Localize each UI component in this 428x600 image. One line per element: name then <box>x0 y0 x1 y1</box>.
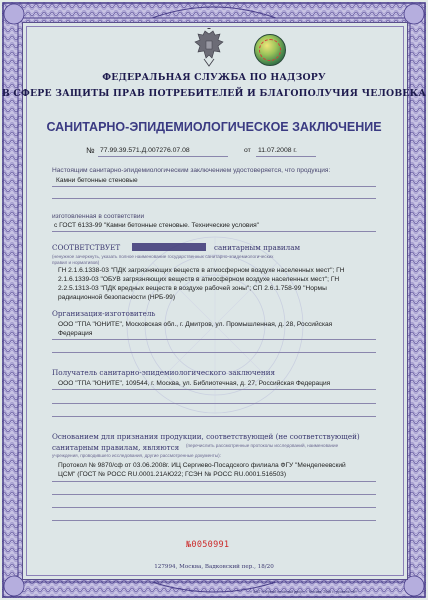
basis-blank-line-3 <box>52 520 376 521</box>
basis-value-line2: ЦСМ" (ГОСТ № РОСС RU.0001.21АЮ22; ГСЭН № РОСС RU.0001.516503) <box>58 471 287 478</box>
footer-address: 127994, Москва, Вадковский пер., 18/20 <box>154 564 274 570</box>
basis-underline <box>52 481 376 482</box>
strikethrough-not-conforms <box>132 243 206 251</box>
conforms-label: СООТВЕТСТВУЕТ <box>52 243 121 252</box>
product-line2 <box>52 198 376 199</box>
recipient-blank-line-2 <box>52 416 376 417</box>
recipient-value: ООО "ТПА "ЮНИТЕ", 109544, г. Москва, ул. Библиотечная, д. 27, Российская Федерация <box>58 380 331 387</box>
manufacturer-underline <box>52 339 376 340</box>
agency-name-line1: ФЕДЕРАЛЬНАЯ СЛУЖБА ПО НАДЗОРУ <box>102 72 326 83</box>
serial-number: №0050991 <box>186 540 230 550</box>
hologram-ring <box>259 39 281 61</box>
document-title: САНИТАРНО-ЭПИДЕМИОЛОГИЧЕСКОЕ ЗАКЛЮЧЕНИЕ <box>46 120 382 134</box>
printer-imprint: « ЗАО «Первый печатный двор», г. Москва, 2008 г., уровень «В» <box>250 590 358 594</box>
basis-hint-line1: (перечислить рассмотренные протоколы исследований, наименование <box>186 443 339 448</box>
manufacturer-line2: Федерация <box>58 330 93 337</box>
basis-blank-line-2 <box>52 507 376 508</box>
number-underline <box>98 156 228 157</box>
document-date: 11.07.2008 г. <box>258 147 297 154</box>
document-number: 77.99.39.571.Д.007276.07.08 <box>100 147 190 154</box>
number-label: № <box>86 146 95 155</box>
date-underline <box>256 156 316 157</box>
rules-line3: 2.2.5.1313-03 "ПДК вредных веществ в воздухе рабочей зоны"; СП 2.6.1.758-99 "Нормы <box>58 285 327 292</box>
double-headed-eagle-icon <box>192 28 226 68</box>
recipient-label: Получатель санитарно-эпидемиологического заключения <box>52 368 276 377</box>
basis-blank-line-1 <box>52 494 376 495</box>
sanitary-rules-label: санитарным правилам <box>214 243 301 252</box>
rules-line2: 2.1.6.1339-03 "ОБУВ загрязняющих веществ в атмосферном воздухе населенных мест"; ГН <box>58 276 340 283</box>
rules-line4: радиационной безопасности (НРБ-99) <box>58 294 176 301</box>
conformity-hint-line2: правил и нормативов) <box>52 260 100 265</box>
product-name: Камни бетонные стеновые <box>56 177 138 184</box>
basis-label-line2: санитарным правилам, являются <box>52 443 180 452</box>
manufacturer-line1: ООО "ТПА "ЮНИТЕ", Московская обл., г. Дмитров, ул. Промышленная, д. 28, Российская <box>58 321 333 328</box>
manufacturer-blank-line <box>52 352 376 353</box>
date-label: от <box>244 147 251 154</box>
product-line1 <box>52 186 376 187</box>
basis-value-line1: Протокол № 9870/сф от 03.06.2008г. ИЦ Сергиево-Посадского филиала ФГУ "Менделеевский <box>58 462 346 469</box>
manufacturer-label: Организация-изготовитель <box>52 309 156 318</box>
manufactured-label: изготовленная в соответствии <box>52 213 145 220</box>
recipient-blank-line <box>52 403 376 404</box>
rules-line1: ГН 2.1.6.1338-03 "ПДК загрязняющих веществ в атмосферном воздухе населенных мест"; ГН <box>58 267 345 274</box>
product-intro: Настоящим санитарно-эпидемиологическим заключением удостоверяется, что продукция: <box>52 167 331 174</box>
basis-label-line1: Основанием для признания продукции, соответствующей (не соответствующей) <box>52 432 360 441</box>
agency-name-line2: В СФЕРЕ ЗАЩИТЫ ПРАВ ПОТРЕБИТЕЛЕЙ И БЛАГОПОЛУЧИЯ ЧЕЛОВЕКА <box>1 88 427 99</box>
manufactured-underline <box>52 231 376 232</box>
manufactured-value: с ГОСТ 6133-99 "Камни бетонные стеновые. Технические условия" <box>54 222 259 229</box>
basis-hint-line2: учреждения, проводившего исследования, другие рассмотренные документы): <box>52 453 221 458</box>
conformity-hint-line1: (ненужное зачеркнуть, указать полное наименование государственных санитарно-эпидемиологических <box>52 254 274 259</box>
recipient-underline <box>52 389 376 390</box>
